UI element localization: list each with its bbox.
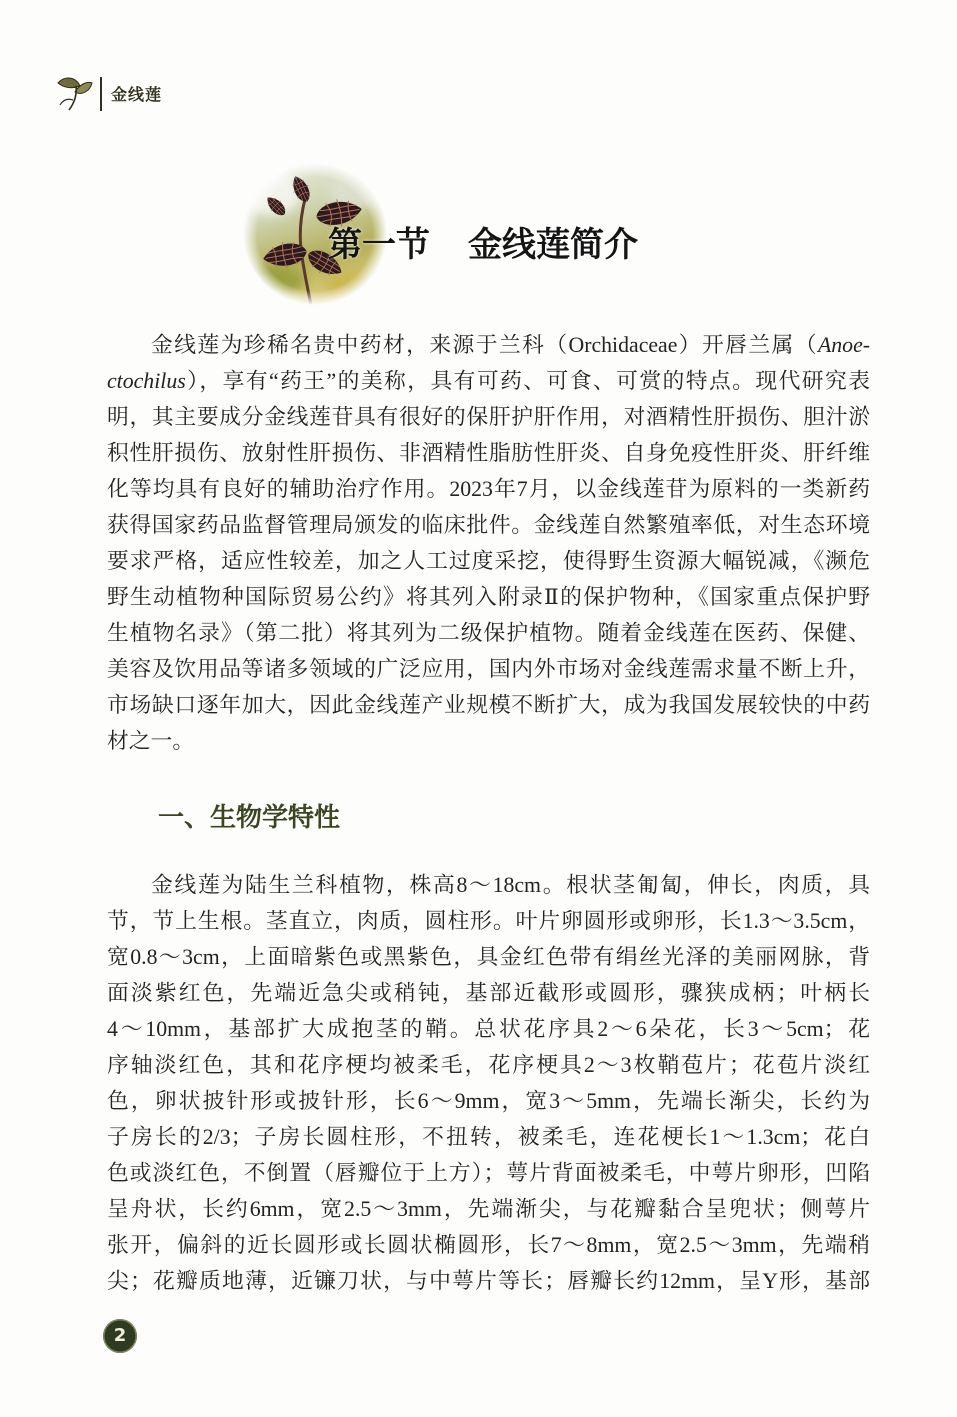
text-segment: 金线莲为珍稀名贵中药材，来源于兰科（Orchidaceae）开唇兰属（	[151, 333, 818, 357]
running-title: 金线莲	[111, 85, 163, 104]
text-line: 色，卵状披针形或披针形，长6～9mm，宽3～5mm，先端长渐尖，长约为	[107, 1089, 870, 1113]
text-line: 尖；花瓣质地薄，近镰刀状，与中萼片等长；唇瓣长约12mm，呈Y形，基部	[107, 1269, 870, 1293]
text-line: 子房长的2/3；子房长圆柱形，不扭转，被柔毛，连花梗长1～1.3cm；花白	[107, 1125, 870, 1149]
text-line: 美容及饮用品等诸多领域的广泛应用，国内外市场对金线莲需求量不断上升，	[107, 657, 870, 681]
text-line: 节，节上生根。茎直立，肉质，圆柱形。叶片卵圆形或卵形，长1.3～3.5cm，	[107, 909, 870, 933]
header-divider	[100, 77, 102, 111]
orchid-sprig-icon	[54, 70, 94, 112]
text-line	[107, 363, 870, 399]
text-line: 宽0.8～3cm，上面暗紫色或黑紫色，具金红色带有绢丝光泽的美丽网脉，背	[107, 945, 870, 969]
text-line: 市场缺口逐年加大，因此金线莲产业规模不断扩大，成为我国发展较快的中药	[107, 693, 870, 717]
text-line	[107, 327, 870, 363]
text-line: 化等均具有良好的辅助治疗作用。2023年7月，以金线莲苷为原料的一类新药	[107, 477, 870, 501]
sprig-stem	[69, 86, 76, 110]
sprig-stem	[60, 99, 73, 105]
intro-paragraph	[107, 327, 870, 759]
text-line: 获得国家药品监督管理局颁发的临床批件。金线莲自然繁殖率低，对生态环境	[107, 513, 870, 537]
text-line: 金线莲为陆生兰科植物，株高8～18cm。根状茎匍匐，伸长，肉质，具	[151, 873, 870, 897]
text-line: 序轴淡红色，其和花序梗均被柔毛，花序梗具2～3枚鞘苞片；花苞片淡红	[107, 1053, 870, 1077]
text-line: 明，其主要成分金线莲苷具有很好的保肝护肝作用，对酒精性肝损伤、胆汁淤	[107, 405, 870, 429]
text-line: 生植物名录》（第二批）将其列为二级保护植物。随着金线莲在医药、保健、	[107, 621, 870, 645]
genus-name-italic: ctochilus	[107, 369, 186, 393]
section-title	[328, 222, 658, 268]
text-line: 面淡紫红色，先端近急尖或稍钝，基部近截形或圆形，骤狭成柄；叶柄长	[107, 981, 870, 1005]
text-line: 4～10mm，基部扩大成抱茎的鞘。总状花序具2～6朵花，长3～5cm；花	[107, 1017, 870, 1041]
text-line: 野生动植物种国际贸易公约》将其列入附录Ⅱ的保护物种，《国家重点保护野	[107, 585, 870, 609]
section-number: 第一节	[328, 225, 430, 265]
text-line: 呈舟状，长约6mm，宽2.5～3mm，先端渐尖，与花瓣黏合呈兜状；侧萼片	[107, 1197, 870, 1221]
text-line: 色或淡红色，不倒置（唇瓣位于上方）；萼片背面被柔毛，中萼片卵形，凹陷	[107, 1161, 870, 1185]
text-line: 材之一。	[107, 729, 195, 753]
subsection-heading: 一、生物学特性	[158, 803, 341, 833]
text-line: 积性肝损伤、放射性肝损伤、非酒精性脂肪性肝炎、自身免疫性肝炎、肝纤维	[107, 441, 870, 465]
genus-name-italic: Anoe-	[817, 333, 870, 357]
page-number: 2	[113, 1325, 127, 1346]
section-name: 金线莲简介	[468, 225, 638, 265]
text-segment: ），享有“药王”的美称，具有可药、可食、可赏的特点。现代研究表	[185, 369, 870, 393]
text-line: 张开，偏斜的近长圆形或长圆状椭圆形，长7～8mm，宽2.5～3mm，先端稍	[107, 1233, 870, 1257]
text-line: 要求严格，适应性较差，加之人工过度采挖，使得野生资源大幅锐减，《濒危	[107, 549, 870, 573]
biology-paragraph	[107, 867, 870, 1299]
page-number-badge	[103, 1319, 137, 1353]
